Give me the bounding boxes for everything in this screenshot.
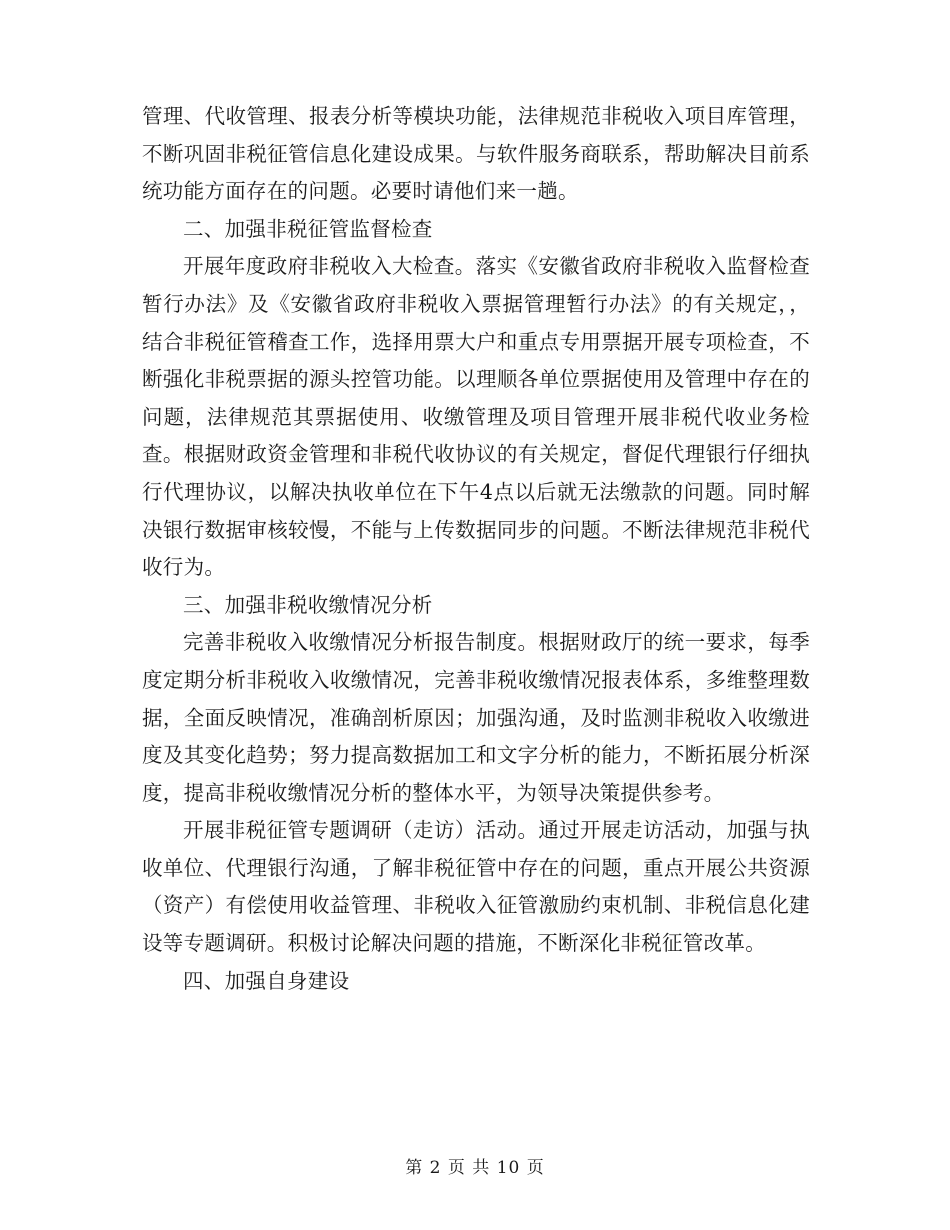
document-body — [142, 98, 810, 1000]
paragraph-inspection: 开展年度政府非税收入大检查。落实《安徽省政府非税收入监督检查暂行办法》及《安徽省政府非税收入票据管理暂行办法》的有关规定，，结合非税征管稽查工作，选择用票大户和重点专用票据开展专项检查，不断强化非税票据的源头控管功能。以理顺各单位票据使用及管理中存在的问题，法律规范其票据使用、收缴管理及项目管理开展非税代收业务检查。根据财政资金管理和非税代收协议的有关规定，督促代理银行仔细执行代理协议，以解决执收单位在下午4点以后就无法缴款的问题。同时解决银行数据审核较慢，不能与上传数据同步的问题。不断法律规范非税代收行为。 — [142, 254, 810, 580]
page-number-footer: 第 2 页 共 10 页 — [405, 1158, 545, 1178]
paragraph-analysis: 完善非税收入收缴情况分析报告制度。根据财政厅的统一要求，每季度定期分析非税收入收缴情况，完善非税收缴情况报表体系，多维整理数据，全面反映情况，准确剖析原因；加强沟通，及时监测非税收入收缴进度及其变化趋势；努力提高数据加工和文字分析的能力，不断拓展分析深度，提高非税收缴情况分析的整体水平，为领导决策提供参考。 — [142, 630, 810, 805]
section-heading-2: 二、加强非税征管监督检查 — [183, 216, 433, 241]
section-heading-3: 三、加强非税收缴情况分析 — [183, 592, 433, 617]
section-heading-4: 四、加强自身建设 — [183, 968, 350, 993]
paragraph-research: 开展非税征管专题调研（走访）活动。通过开展走访活动，加强与执收单位、代理银行沟通，了解非税征管中存在的问题，重点开展公共资源（资产）有偿使用收益管理、非税收入征管激励约束机制、非税信息化建设等专题调研。积极讨论解决问题的措施，不断深化非税征管改革。 — [142, 818, 810, 956]
paragraph-intro: 管理、代收管理、报表分析等模块功能，法律规范非税收入项目库管理，不断巩固非税征管信息化建设成果。与软件服务商联系，帮助解决目前系统功能方面存在的问题。必要时请他们来一趟。 — [142, 104, 810, 204]
